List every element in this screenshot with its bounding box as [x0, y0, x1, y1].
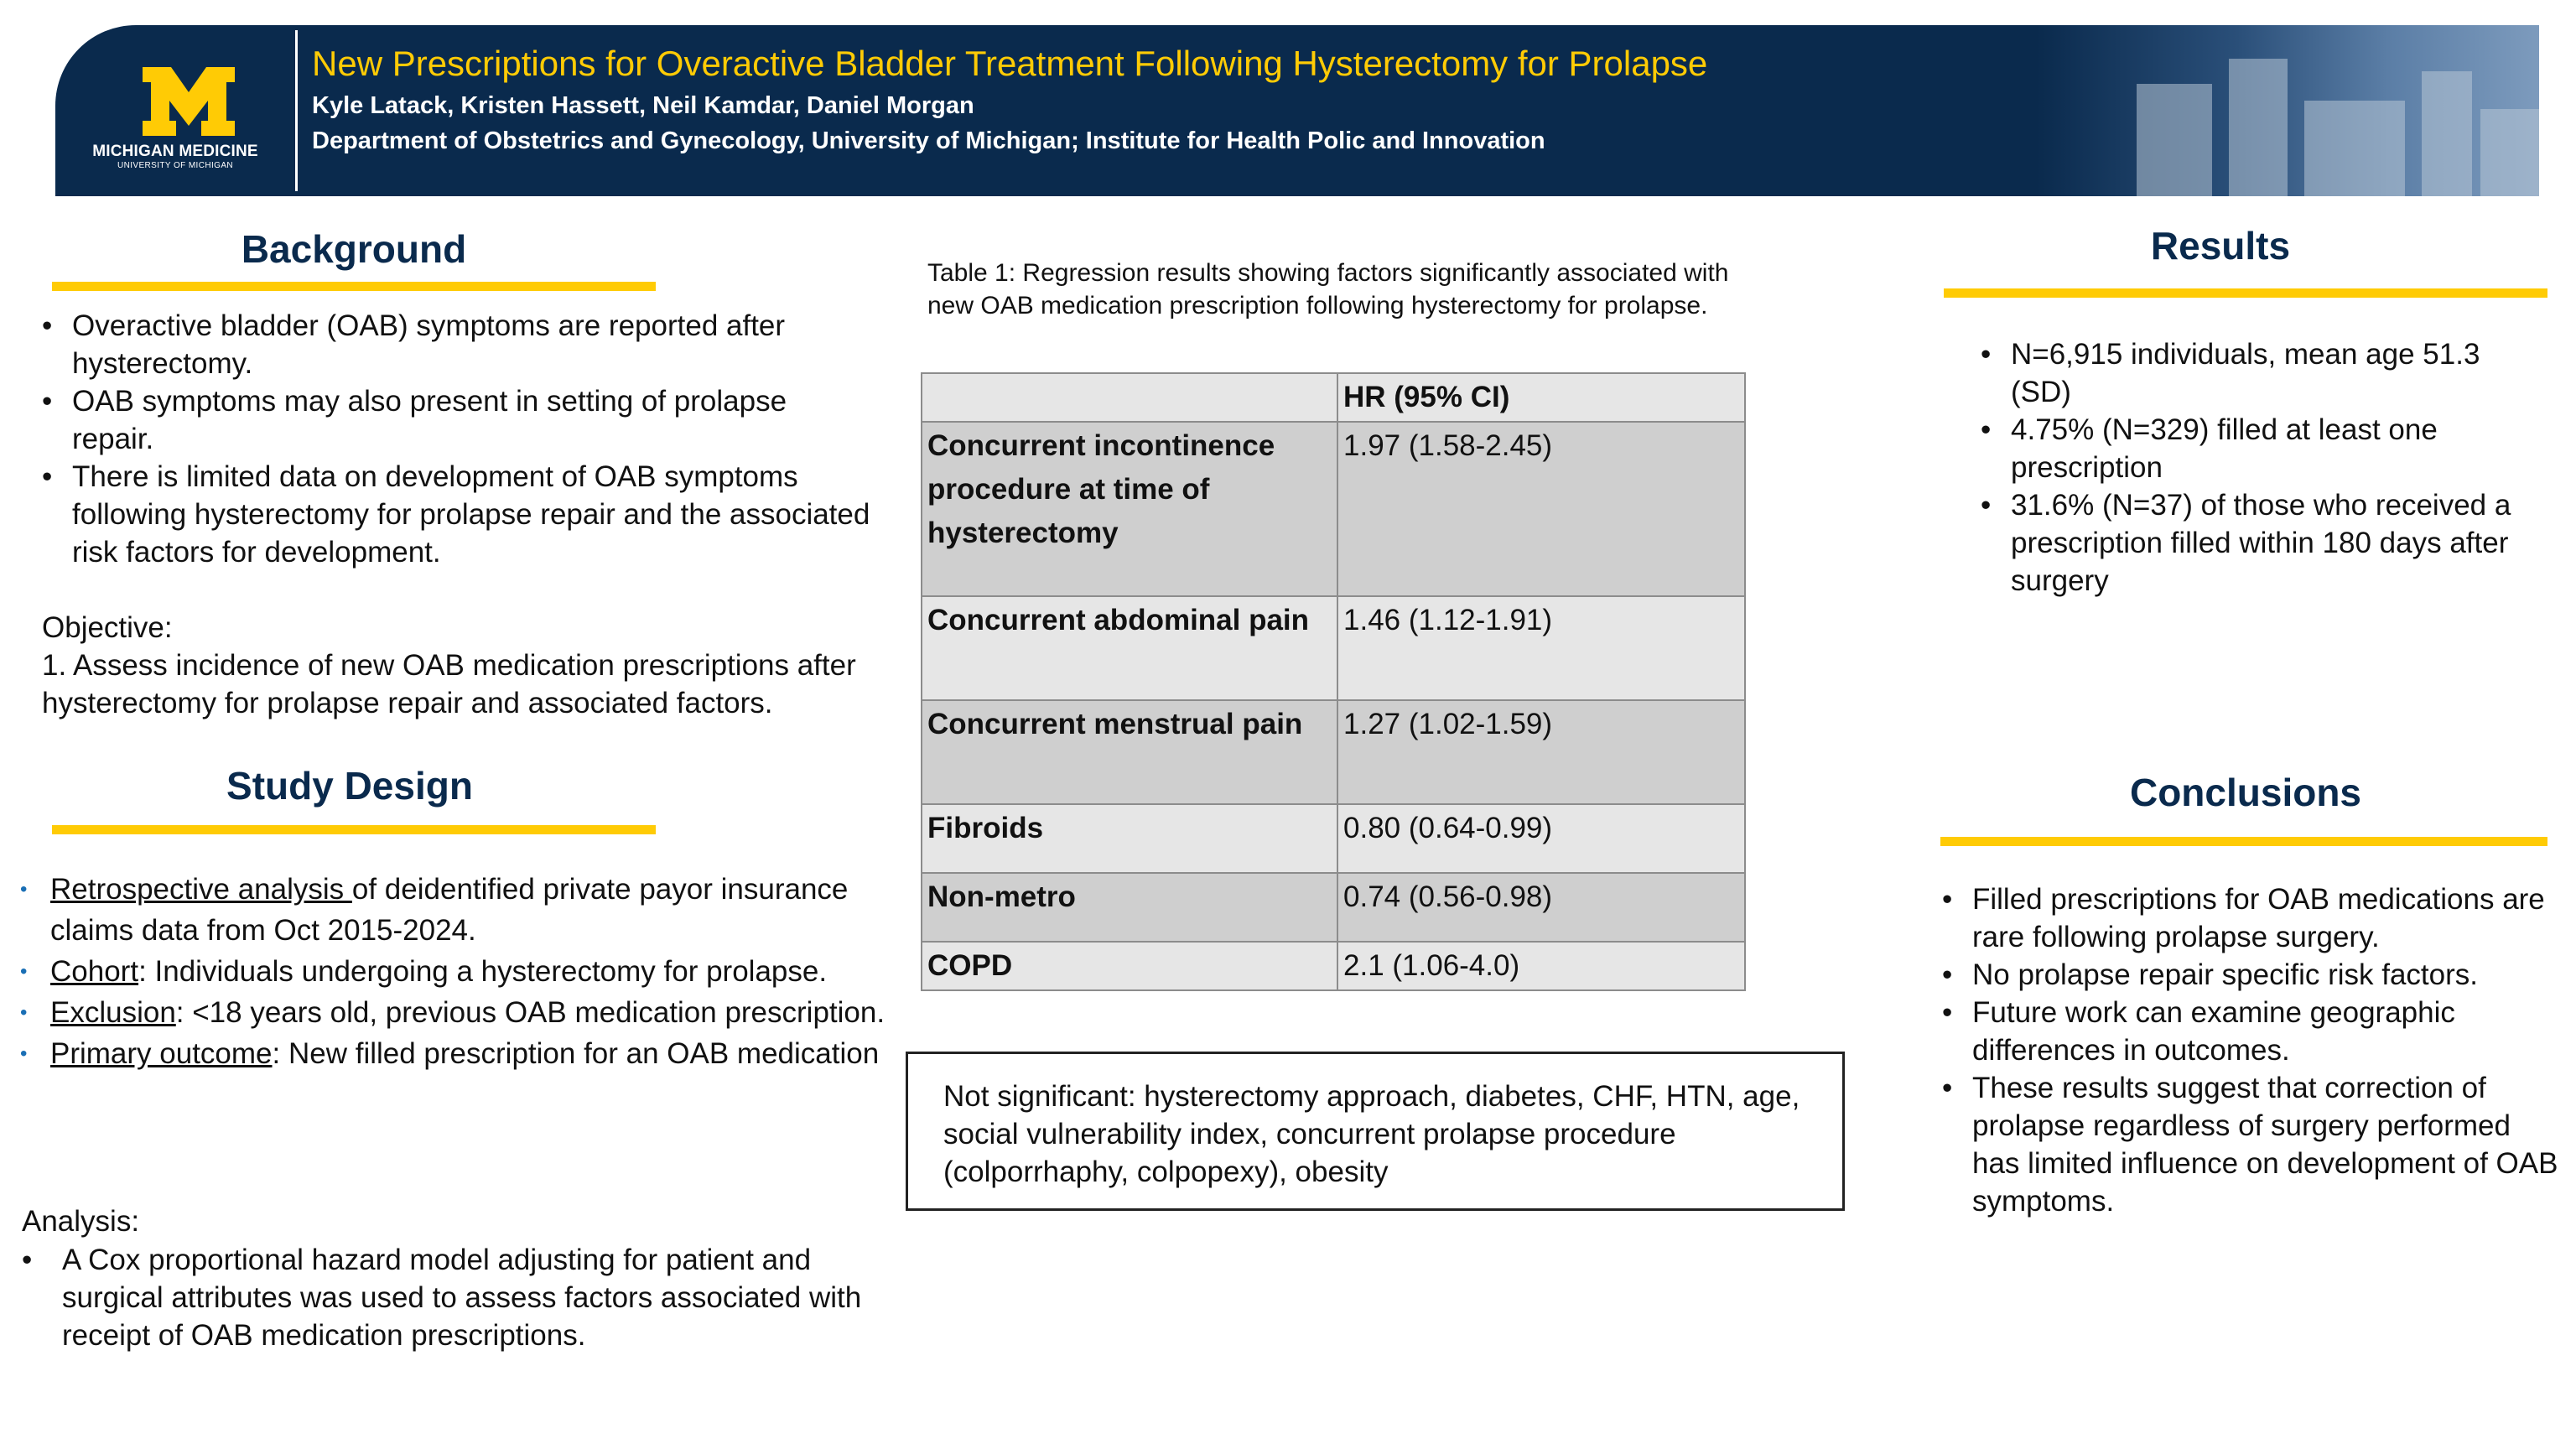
analysis-label: Analysis: [22, 1205, 140, 1238]
list-item: • These results suggest that correction of prolapse regardless of surgery performed has limited influence on development of OAB symptoms. [1942, 1072, 2558, 1218]
study-design-heading: Study Design [226, 764, 473, 808]
table-row: Non-metro 0.74 (0.56-0.98) [922, 873, 1745, 942]
regression-table [921, 372, 1746, 991]
study-design-section [20, 869, 892, 1074]
poster-title: New Prescriptions for Overactive Bladder Treatment Following Hysterectomy for Prolapse [312, 44, 1708, 83]
list-item: • There is limited data on development of OAB symptoms following hysterectomy for prolapse repair and the associated risk factors for development. [42, 460, 870, 569]
block-m-icon [143, 67, 235, 136]
list-item: • Filled prescriptions for OAB medications are rare following prolapse surgery. [1942, 883, 2545, 953]
logo-subtext: UNIVERSITY OF MICHIGAN [117, 161, 234, 170]
not-significant-box: Not significant: hysterectomy approach, diabetes, CHF, HTN, age, social vulnerability index, concurrent prolapse procedure (colporrhaphy, colpopexy), obesity [906, 1052, 1845, 1211]
campus-photo [2036, 25, 2539, 196]
list-item: • Future work can examine geographic differences in outcomes. [1942, 996, 2455, 1067]
analysis-section [22, 1241, 877, 1354]
list-item: • No prolapse repair specific risk factors. [1942, 958, 2478, 991]
study-design-rule [52, 825, 656, 834]
table-caption: Table 1: Regression results showing factors significantly associated with new OAB medication prescription following hysterectomy for prolapse. [927, 259, 1729, 319]
list-item: • 4.75% (N=329) filled at least one prescription [1981, 413, 2438, 484]
list-item: • Retrospective analysis of deidentified private payor insurance claims data from Oct 2015-2024. [20, 873, 849, 947]
list-item: • Cohort: Individuals undergoing a hysterectomy for prolapse. [20, 955, 828, 988]
table-header-blank [922, 373, 1337, 422]
header-banner [55, 25, 2539, 196]
list-item: • Primary outcome: New filled prescription for an OAB medication [20, 1037, 880, 1070]
conclusions-heading: Conclusions [2129, 771, 2362, 814]
background-section [42, 307, 872, 722]
table-row: COPD 2.1 (1.06-4.0) [922, 942, 1745, 990]
list-item: • A Cox proportional hazard model adjusting for patient and surgical attributes was used to assess factors associated with receipt of OAB medication prescriptions. [22, 1244, 862, 1352]
poster-affiliation: Department of Obstetrics and Gynecology, University of Michigan; Institute for Health Polic and Innovation [312, 127, 1545, 154]
objective-text: 1. Assess incidence of new OAB medication prescriptions after hysterectomy for prolapse repair and associated factors. [42, 649, 856, 719]
table-row: Concurrent menstrual pain 1.27 (1.02-1.59) [922, 700, 1745, 804]
list-item: • Overactive bladder (OAB) symptoms are reported after hysterectomy. [42, 309, 786, 380]
objective-label: Objective: [42, 611, 173, 644]
table-row: Concurrent abdominal pain 1.46 (1.12-1.91) [922, 596, 1745, 700]
background-heading: Background [241, 227, 467, 271]
michigan-medicine-logo [55, 25, 295, 196]
list-item: • Exclusion: <18 years old, previous OAB medication prescription. [20, 996, 886, 1029]
results-heading: Results [2150, 224, 2291, 267]
header-divider [295, 30, 298, 191]
list-item: • OAB symptoms may also present in setting of prolapse repair. [42, 385, 787, 455]
table-row: Fibroids 0.80 (0.64-0.99) [922, 804, 1745, 873]
results-rule [1944, 288, 2547, 298]
poster-authors: Kyle Latack, Kristen Hassett, Neil Kamdar, Daniel Morgan [312, 92, 974, 119]
list-item: • N=6,915 individuals, mean age 51.3 (SD) [1981, 338, 2480, 408]
table-header-hr: HR (95% CI) [1337, 373, 1745, 422]
table-header-row [922, 373, 1745, 422]
results-section [1981, 335, 2534, 600]
conclusions-section [1942, 880, 2563, 1220]
table-row: Concurrent incontinence procedure at time of hysterectomy 1.97 (1.58-2.45) [922, 422, 1745, 596]
logo-text: MICHIGAN MEDICINE [92, 143, 258, 160]
conclusions-rule [1940, 837, 2547, 846]
background-rule [52, 282, 656, 291]
list-item: • 31.6% (N=37) of those who received a prescription filled within 180 days after surgery [1981, 489, 2511, 597]
